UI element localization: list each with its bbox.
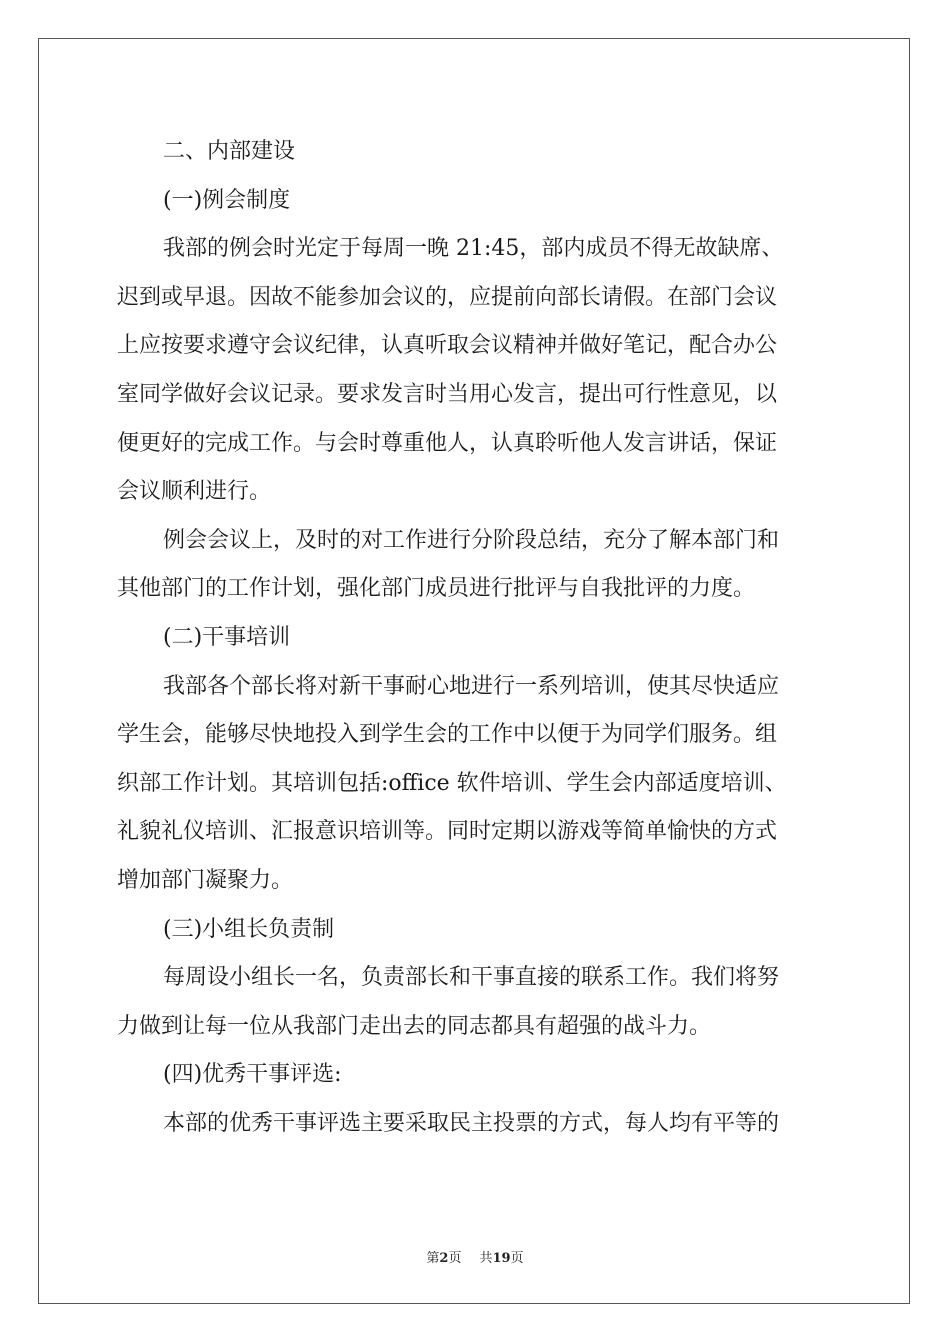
paragraph-line: 织部工作计划。其培训包括:office 软件培训、学生会内部适度培训、 — [117, 770, 787, 796]
page-suffix: 页 — [448, 1251, 462, 1266]
paragraph-line: 便更好的完成工作。与会时尊重他人，认真聆听他人发言讲话，保证 — [117, 430, 778, 456]
subsection-heading: (一)例会制度 — [163, 187, 291, 213]
paragraph-line: 会议顺利进行。 — [117, 479, 272, 505]
subsection-heading: (三)小组长负责制 — [163, 916, 335, 942]
paragraph-line: 室同学做好会议记录。要求发言时当用心发言，提出可行性意见，以 — [117, 381, 778, 407]
paragraph-line: 我部各个部长将对新干事耐心地进行一系列培训，使其尽快适应 — [163, 673, 780, 699]
paragraph-line: 本部的优秀干事评选主要采取民主投票的方式，每人均有平等的 — [163, 1110, 780, 1136]
paragraph-line: 迟到或早退。因故不能参加会议的，应提前向部长请假。在部门会议 — [117, 284, 778, 310]
paragraph-line: 学生会，能够尽快地投入到学生会的工作中以便于为同学们服务。组 — [117, 722, 778, 748]
paragraph-line: 每周设小组长一名，负责部长和干事直接的联系工作。我们将努 — [163, 965, 780, 991]
paragraph-line: 增加部门凝聚力。 — [117, 867, 294, 893]
paragraph-line: 力做到让每一位从我部门走出去的同志都具有超强的战斗力。 — [117, 1013, 712, 1039]
total-prefix: 共 — [479, 1251, 493, 1266]
subsection-heading: (二)干事培训 — [163, 624, 291, 650]
page-number: 2 — [439, 1251, 449, 1266]
paragraph-line: 上应按要求遵守会议纪律，认真听取会议精神并做好笔记，配合办公 — [117, 333, 778, 359]
page-prefix: 第 — [426, 1251, 440, 1266]
paragraph-line: 例会会议上，及时的对工作进行分阶段总结，充分了解本部门和 — [163, 527, 780, 553]
total-suffix: 页 — [510, 1251, 524, 1266]
section-heading: 二、内部建设 — [163, 139, 296, 164]
paragraph-line: 其他部门的工作计划，强化部门成员进行批评与自我批评的力度。 — [117, 576, 756, 602]
document-body — [117, 128, 837, 1148]
page-footer — [0, 1247, 950, 1266]
paragraph-line: 礼貌礼仪培训、汇报意识培训等。同时定期以游戏等简单愉快的方式 — [117, 819, 778, 845]
paragraph-line: 我部的例会时光定于每周一晚 21:45，部内成员不得无故缺席、 — [163, 236, 784, 262]
subsection-heading: (四)优秀干事评选: — [163, 1062, 342, 1088]
total-pages: 19 — [492, 1251, 511, 1266]
